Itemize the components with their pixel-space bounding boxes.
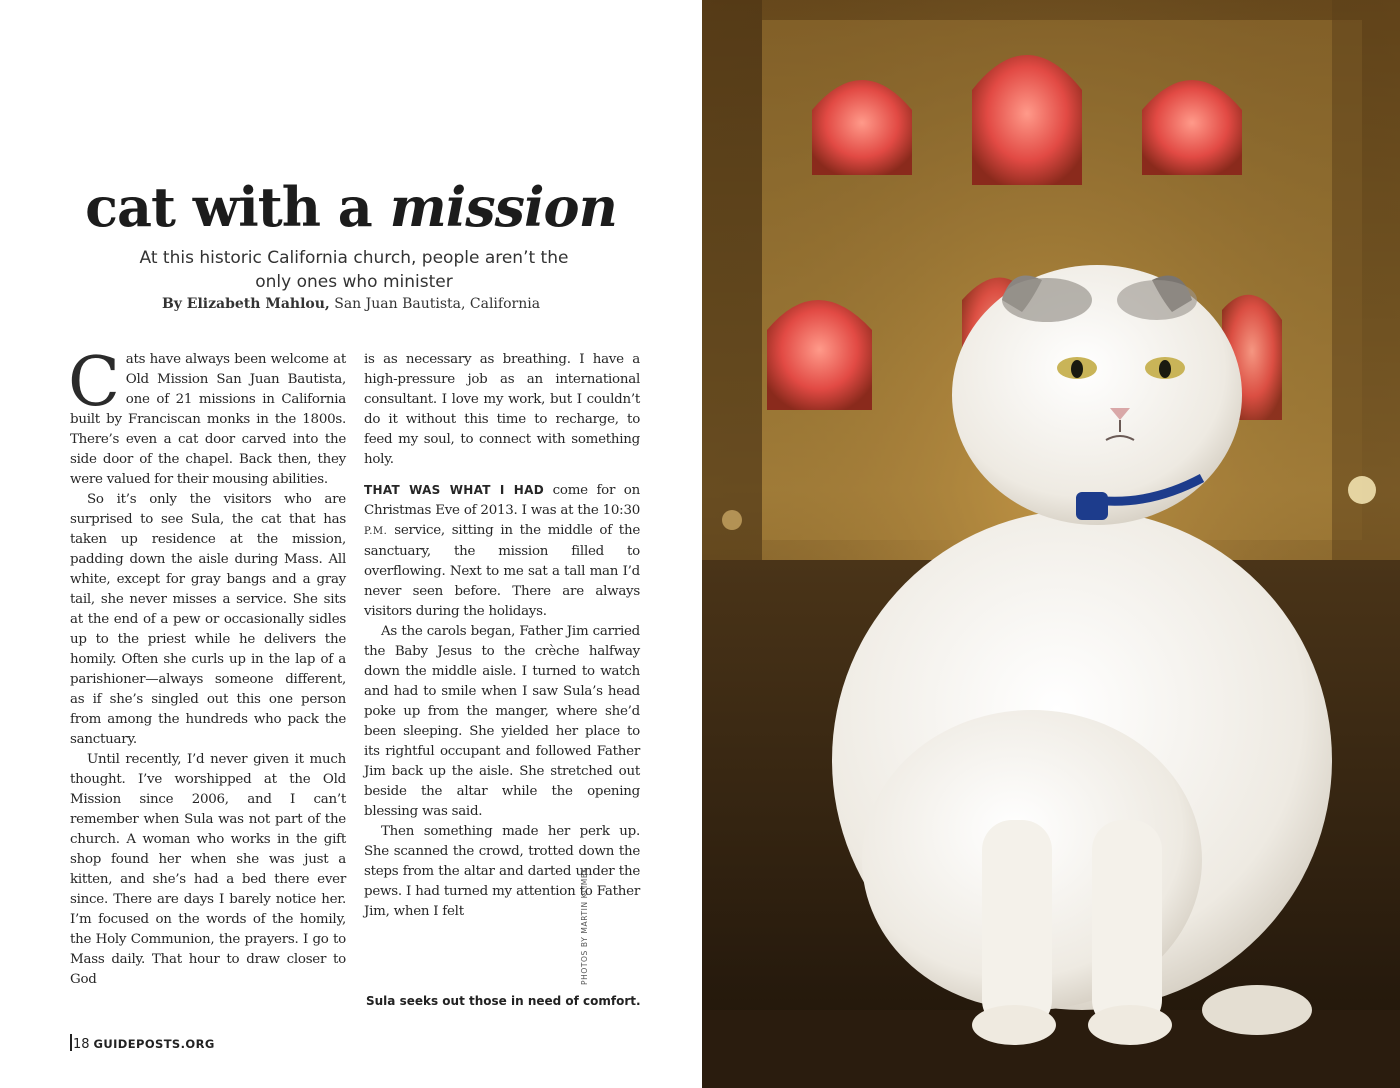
title-main: cat with a xyxy=(85,175,372,239)
paragraph: is as necessary as breathing. I have a high-pressure job as an international consultant. I love my work, but I couldn’t do it without this time to recharge, to feed my soul, to connect with something holy. xyxy=(364,352,640,467)
paragraph xyxy=(364,480,640,622)
article-subtitle: At this historic California church, people aren’t the only ones who minister xyxy=(139,248,569,292)
page-number: 18 xyxy=(73,1037,90,1052)
title-italic: mission xyxy=(389,175,617,239)
folio-rule xyxy=(70,1034,72,1051)
paragraph-text: service, sitting in the middle of the sanctuary, the mission filled to overflowing. Next to me sat a tall man I’d never seen before. There are always visitors during the holidays. xyxy=(364,523,640,619)
photo-credit: PHOTOS BY MARTIN KLIMEK xyxy=(580,867,589,985)
text-column-1 xyxy=(68,343,346,990)
paragraph: Until recently, I’d never given it much thought. I’ve worshipped at the Old Mission since 2006, and I can’t remember when Sula was not part of the church. A woman who works in the gift shop found her when she was just a kitten, and she’s had a bed there ever since. There are days I barely notice her. I’m focused on the words of the homily, the Holy Communion, the prayers. I go to Mass daily. That hour to draw closer to God xyxy=(70,752,346,987)
text-column-2 xyxy=(364,350,640,922)
paragraph xyxy=(68,343,346,490)
drop-cap: C xyxy=(68,343,120,422)
paragraph: As the carols began, Father Jim carried the Baby Jesus to the crèche halfway down the middle aisle. I turned to watch and had to smile when I saw Sula’s head poke up from the manger, where she’d been sleeping. She yielded her place to its rightful occupant and followed Father Jim back up the aisle. She stretched out beside the altar while the opening blessing was said. xyxy=(364,624,640,819)
folio xyxy=(70,1034,215,1052)
site-name: GUIDEPOSTS.ORG xyxy=(93,1037,215,1051)
byline-location: San Juan Bautista, California xyxy=(334,296,541,312)
cat-photo xyxy=(702,0,1400,1088)
time-suffix: P.M. xyxy=(364,526,388,537)
section-lead-in: THAT WAS WHAT I HAD xyxy=(364,483,544,497)
paragraph: Then something made her perk up. She scanned the crowd, trotted down the steps from the altar and darted under the pews. I had turned my attention to Father Jim, when I felt xyxy=(364,824,640,919)
paragraph-text: ats have always been welcome at Old Mission San Juan Bautista, one of 21 missions in California built by Franciscan monks in the 1800s. There’s even a cat door carved into the side door of the chapel. Back then, they were valued for their mousing abilities. xyxy=(70,352,346,487)
byline-author: By Elizabeth Mahlou, xyxy=(161,296,330,312)
cat-photo-illustration xyxy=(702,0,1400,1088)
byline xyxy=(0,296,702,312)
paragraph: So it’s only the visitors who are surprised to see Sula, the cat that has taken up residence at the mission, padding down the aisle during Mass. All white, except for gray bangs and a gray tail, she never misses a service. She sits at the end of a pew or occasionally sidles up to the priest while he delivers the homily. Often she curls up in the lap of a parishioner—always someone different, as if she’s singled out this one person from among the hundreds who pack the sanctuary. xyxy=(70,492,346,747)
paragraph-text: come for on Christmas Eve of 2013. I was at the 10:30 xyxy=(364,483,640,518)
article-title xyxy=(0,175,702,239)
photo-caption: Sula seeks out those in need of comfort. xyxy=(366,994,641,1008)
